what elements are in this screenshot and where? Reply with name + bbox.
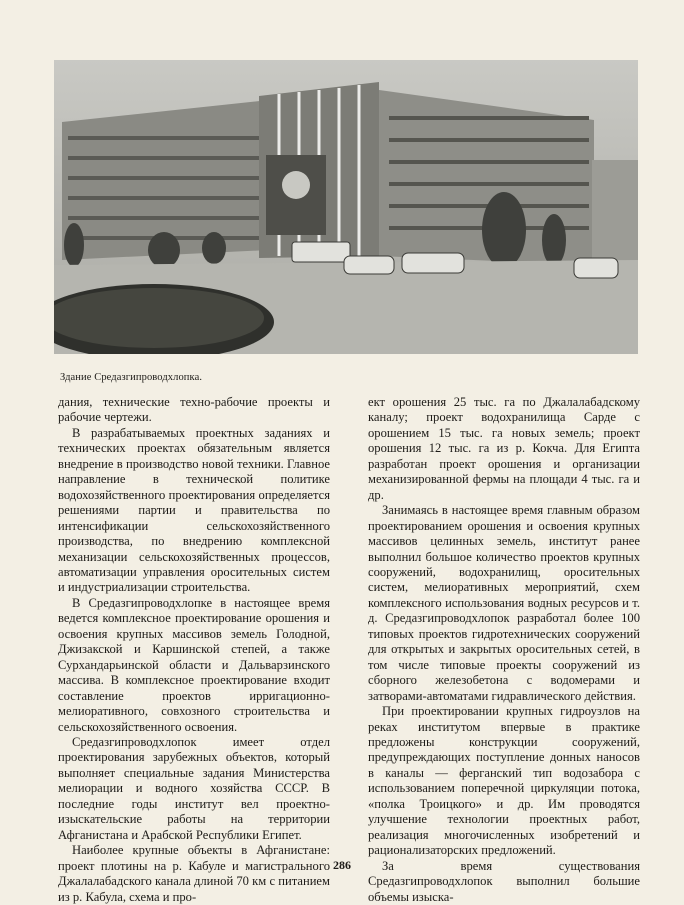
- building-photo: [54, 60, 638, 354]
- page-number: 286: [333, 858, 351, 872]
- paragraph: В Средазгипроводхлопке в настоящее время ведется комплексное проектирование орошения и освоения крупных массивов земель Голодной, Джизакской и Каршинской степей, а также Сурхандарьинской области и Дальварзинского массива. В комплексное проектирование входит составление проектов ирригационно-мелиоративного, совхозного строительства и сельскохозяйственного освоения.: [58, 595, 330, 734]
- left-column: [58, 395, 330, 905]
- paragraph: В разрабатываемых проектных заданиях и технических проектах обязательным является внедрение в производство новой техники. Главное направление в технической политике водохозяйственного проектирования определяется решениями партии и правительства по интенсификации сельскохозяйственного производства, по внедрению комплексной механизации сельскохозяйственных процессов, автоматизации управления оросительных систем и индустриализации строительства.: [58, 425, 330, 595]
- paragraph: Наиболее крупные объекты в Афганистане: проект плотины на р. Кабуле и магистрального Джалалабадского канала длиной 70 км с питанием из р. Кабула, схема и про-: [58, 843, 330, 904]
- paragraph: дания, технические техно-рабочие проекты и рабочие чертежи.: [58, 395, 330, 425]
- figure-caption: Здание Средазгипроводхлопка.: [60, 372, 203, 383]
- paragraph: Средазгипроводхлопок имеет отдел проектирования зарубежных объектов, который выполняет специальные задания Министерства мелиорации и водного хозяйства СССР. В последние годы институт вел проектно-изыскательские работы на территории Афганистана и Арабской Республики Египет.: [58, 734, 330, 842]
- paragraph: ект орошения 25 тыс. га по Джалалабадскому каналу; проект водохранилища Сарде с орошением 15 тыс. га новых земель; проект орошения 12 тыс. га из р. Кокча. Для Египта разработан проект орошения и организации механизированной фермы на площади 4 тыс. га и др.: [368, 395, 640, 502]
- paragraph: При проектировании крупных гидроузлов на реках институтом впервые в практике предложены конструкции сооружений, предупреждающих поступление донных наносов в каналы — ферганский тип водозабора с использованием поперечной циркуляции потока, «полка Троицкого» и др. Им проводятся улучшение технологии проектных работ, реализация многочисленных изобретений и рационализаторских предложений.: [368, 704, 640, 858]
- right-column: [368, 395, 640, 905]
- paragraph: За время существования Средазгипроводхлопок выполнил большие объемы изыска-: [368, 858, 640, 904]
- paragraph: Занимаясь в настоящее время главным образом проектированием орошения и освоения крупных массивов целинных земель, институт ранее выполнил большое количество проектов крупных сооружений, водохранилищ, оросительных систем, мелиоративных мероприятий, схем комплексного использования водных ресурсов и т. д. Средазгипроводхлопок разработал более 100 типовых проектов гидротехнических сооружений для открытых и закрытых оросительных сетей, в том числе типовые проекты сооружений из сборного железобетона с водомерами и затворами-автоматами гидравлического действия.: [368, 503, 640, 703]
